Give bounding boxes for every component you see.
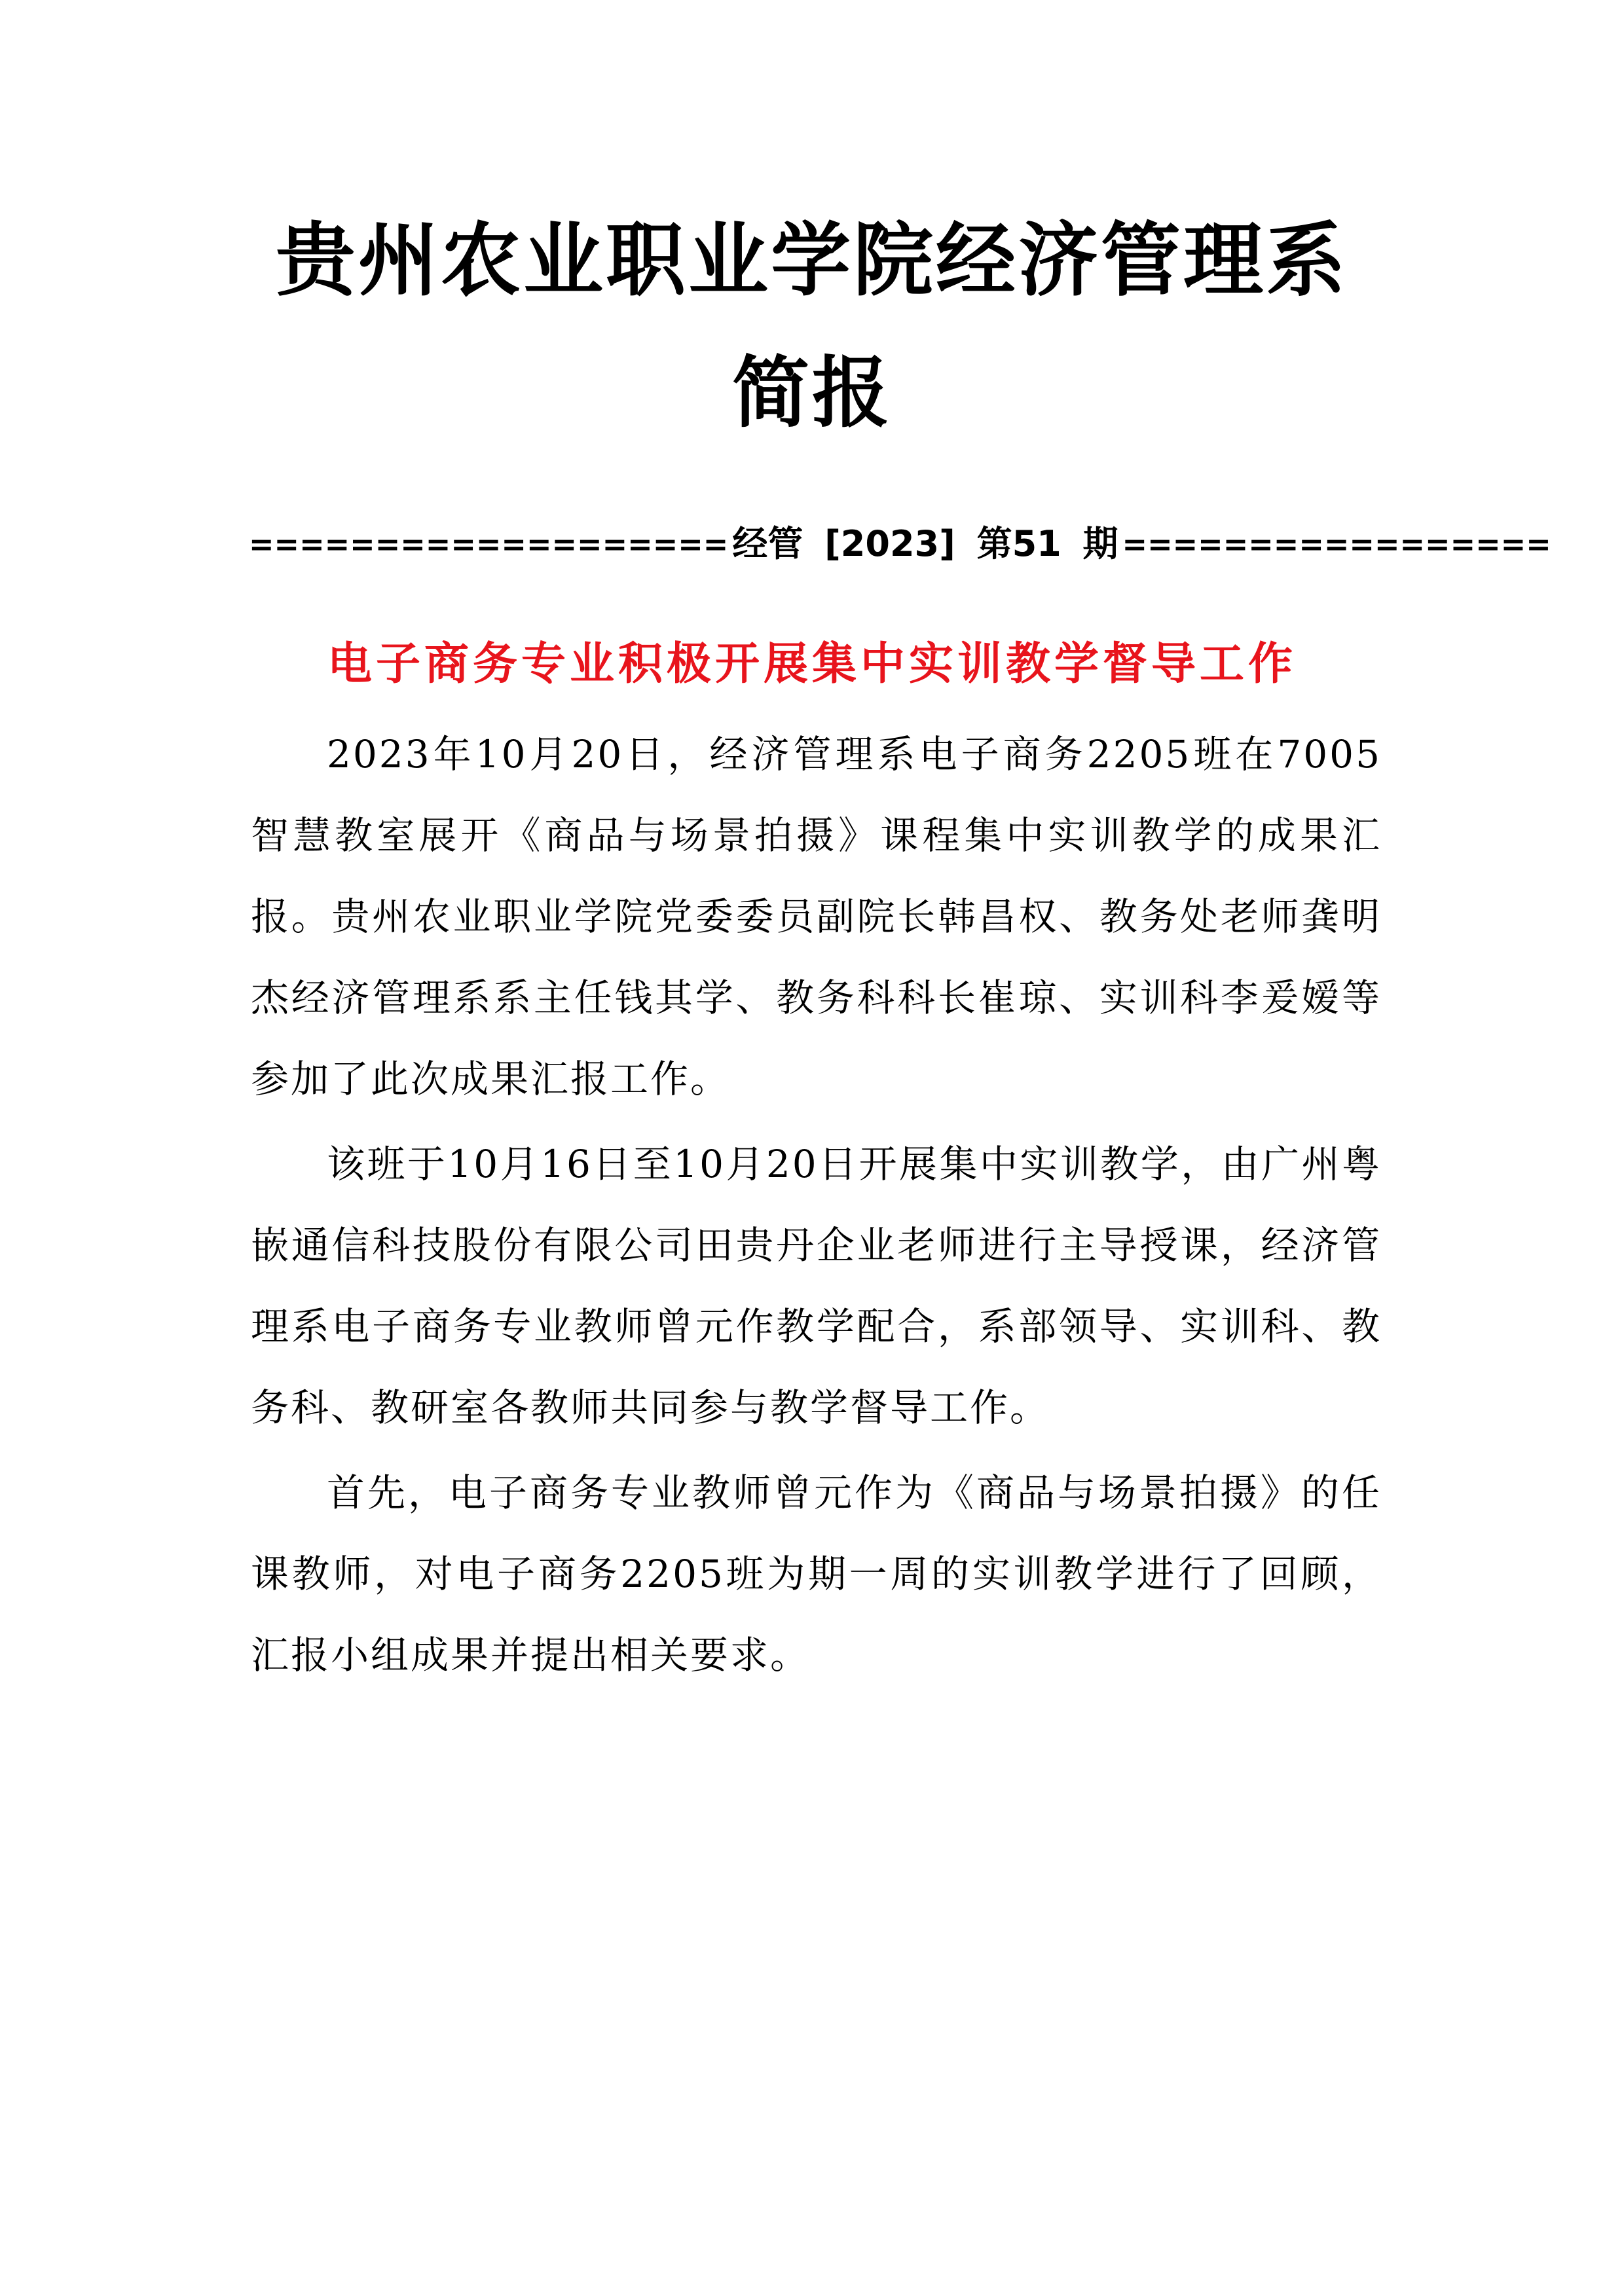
issue-line <box>249 515 1551 574</box>
article-body <box>251 714 1382 1696</box>
article-headline: 电子商务专业积极开展集中实训教学督导工作 <box>327 638 1297 690</box>
issue-rule-right: ================= <box>1122 526 1551 562</box>
bulletin-subtitle: 简报 <box>731 348 892 438</box>
article-paragraph-1: 2023年10月20日，经济管理系电子商务2205班在7005智慧教室展开《商品与场景拍摄》课程集中实训教学的成果汇报。贵州农业职业学院党委委员副院长韩昌权、教务处老师龚明杰经济管理系系主任钱其学、教务科科长崔琼、实训科李爰嫒等参加了此次成果汇报工作。 <box>251 732 1382 1101</box>
issue-rule-left: =================== <box>249 526 729 562</box>
article-paragraph-2: 该班于10月16日至10月20日开展集中实训教学，由广州粤嵌通信科技股份有限公司田贵丹企业老师进行主导授课，经济管理系电子商务专业教师曾元作教学配合，系部领导、实训科、教务科、教研室各教师共同参与教学督导工作。 <box>251 1142 1382 1430</box>
bulletin-title: 贵州农业职业学院经济管理系 <box>276 214 1348 307</box>
article-paragraph-3: 首先，电子商务专业教师曾元作为《商品与场景拍摄》的任课教师，对电子商务2205班为期一周的实训教学进行了回顾，汇报小组成果并提出相关要求。 <box>251 1470 1382 1677</box>
issue-number: 经管 [2023] 第51 期 <box>732 523 1118 564</box>
